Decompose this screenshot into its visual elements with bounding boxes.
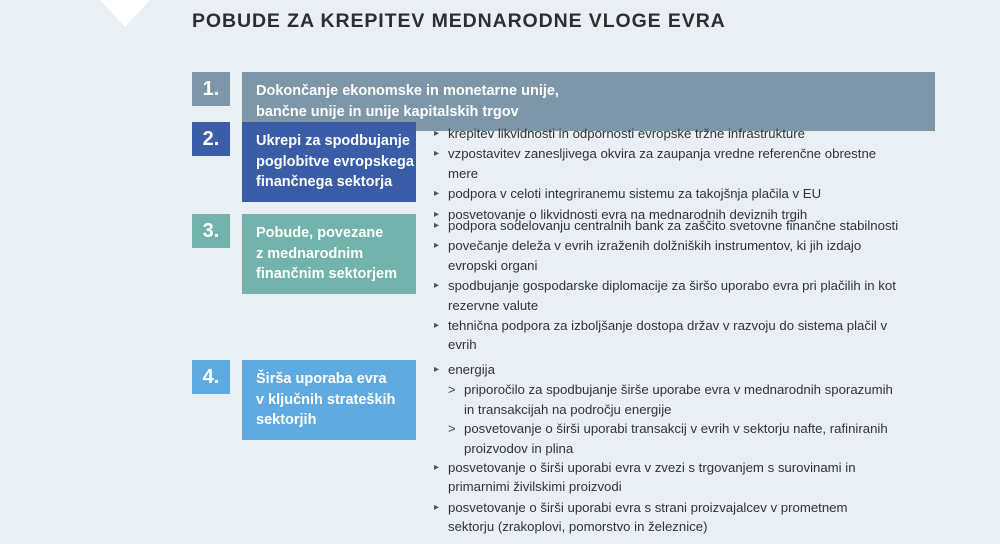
- row-label-line: Dokončanje ekonomske in monetarne unije,: [256, 83, 559, 99]
- sub-bullet-text: posvetovanje o širši uporabi transakcij v evrih v sektorju nafte, rafiniranih proizvodov in plina: [464, 421, 888, 456]
- bullet-item: [434, 458, 896, 497]
- sub-bullet-marker-icon: >: [448, 382, 456, 398]
- row-number-badge-2: 2.: [192, 122, 230, 156]
- row-bullets-4: [434, 360, 896, 538]
- bullet-text: vzpostavitev zanesljivega okvira za zaupanja vredne referenčne obrestne mere: [448, 146, 877, 181]
- bullet-item: [434, 144, 896, 183]
- bullet-text: podpora sodelovanju centralnih bank za zaščito svetovne finančne stabilnosti: [448, 218, 899, 233]
- bullet-marker-icon: ▸: [434, 320, 440, 332]
- row-label-line: Širša uporaba evra: [256, 371, 387, 387]
- decorative-chevron-icon: [100, 0, 150, 27]
- bullet-marker-icon: ▸: [434, 462, 440, 474]
- bullet-marker-icon: ▸: [434, 148, 440, 160]
- bullet-text: posvetovanje o likvidnosti evra na mednarodnih deviznih trgih: [448, 206, 808, 222]
- bullet-item: [434, 360, 896, 379]
- bullet-item: [434, 316, 902, 355]
- sub-bullet-item: [448, 419, 896, 458]
- bullet-text: spodbujanje gospodarske diplomacije za širšo uporabo evra pri plačilih in kot rezervne valute: [448, 278, 896, 313]
- bullet-item: [434, 184, 896, 203]
- row-bullets-3: [434, 216, 902, 356]
- bullet-text: posvetovanje o širši uporabi evra s strani proizvajalcev v prometnem sektorju (zrakoplovi, pomorstvo in železnice): [448, 499, 848, 535]
- bullet-marker-icon: ▸: [434, 280, 440, 292]
- bullet-text: podpora v celoti integriranemu sistemu za takojšnja plačila v EU: [448, 186, 822, 202]
- row-number-badge-3: 3.: [192, 214, 230, 248]
- bullet-text: povečanje deleža v evrih izraženih dolžniških instrumentov, ki jih izdajo evropski organi: [448, 238, 862, 273]
- row-number-badge-4: 4.: [192, 360, 230, 394]
- sub-bullet-marker-icon: >: [448, 421, 456, 437]
- bullet-text: tehnična podpora za izboljšanje dostopa držav v razvoju do sistema plačil v evrih: [448, 318, 888, 353]
- bullet-item: [434, 216, 902, 235]
- bullet-marker-icon: ▸: [434, 501, 440, 513]
- bullet-item: [434, 236, 902, 275]
- sub-bullet-item: [448, 380, 896, 419]
- row-label-line: poglobitve evropskega: [256, 153, 414, 170]
- bullet-marker-icon: ▸: [434, 220, 440, 231]
- row-label-line: sektorjih: [256, 412, 317, 429]
- row-label-line: finančnega sektorja: [256, 174, 393, 191]
- row-number-badge-1: 1.: [192, 72, 230, 106]
- page-title: POBUDE ZA KREPITEV MEDNARODNE VLOGE EVRA: [192, 10, 726, 32]
- row-bullets-2: [434, 124, 896, 225]
- bullet-item: [434, 276, 902, 315]
- bullet-item: [434, 124, 896, 143]
- row-label-line: Pobude, povezane: [256, 225, 384, 241]
- bullet-text: energija: [448, 362, 495, 377]
- row-label-box-2: [242, 122, 416, 202]
- row-label-line: Ukrepi za spodbujanje: [256, 133, 410, 149]
- bullet-marker-icon: ▸: [434, 240, 440, 252]
- row-label-box-4: [242, 360, 416, 440]
- row-label-line: v ključnih strateških: [256, 391, 396, 408]
- bullet-marker-icon: ▸: [434, 188, 440, 200]
- bullet-marker-icon: ▸: [434, 208, 440, 220]
- row-label-line: z mednarodnim: [256, 245, 364, 262]
- bullet-marker-icon: ▸: [434, 128, 440, 139]
- bullet-marker-icon: ▸: [434, 364, 440, 375]
- bullet-item: [434, 498, 896, 537]
- row-label-line: finančnim sektorjem: [256, 266, 398, 283]
- sub-bullet-text: priporočilo za spodbujanje širše uporabe evra v mednarodnih sporazumih in transakcijah na področju energije: [464, 382, 893, 417]
- bullet-text: krepitev likvidnosti in odpornosti evropske tržne infrastrukture: [448, 126, 805, 141]
- row-label-line: bančne unije in unije kapitalskih trgov: [256, 103, 519, 120]
- row-label-box-3: [242, 214, 416, 294]
- bullet-text: posvetovanje o širši uporabi evra v zvezi s trgovanjem s surovinami in primarnimi živilskimi proizvodi: [448, 460, 856, 495]
